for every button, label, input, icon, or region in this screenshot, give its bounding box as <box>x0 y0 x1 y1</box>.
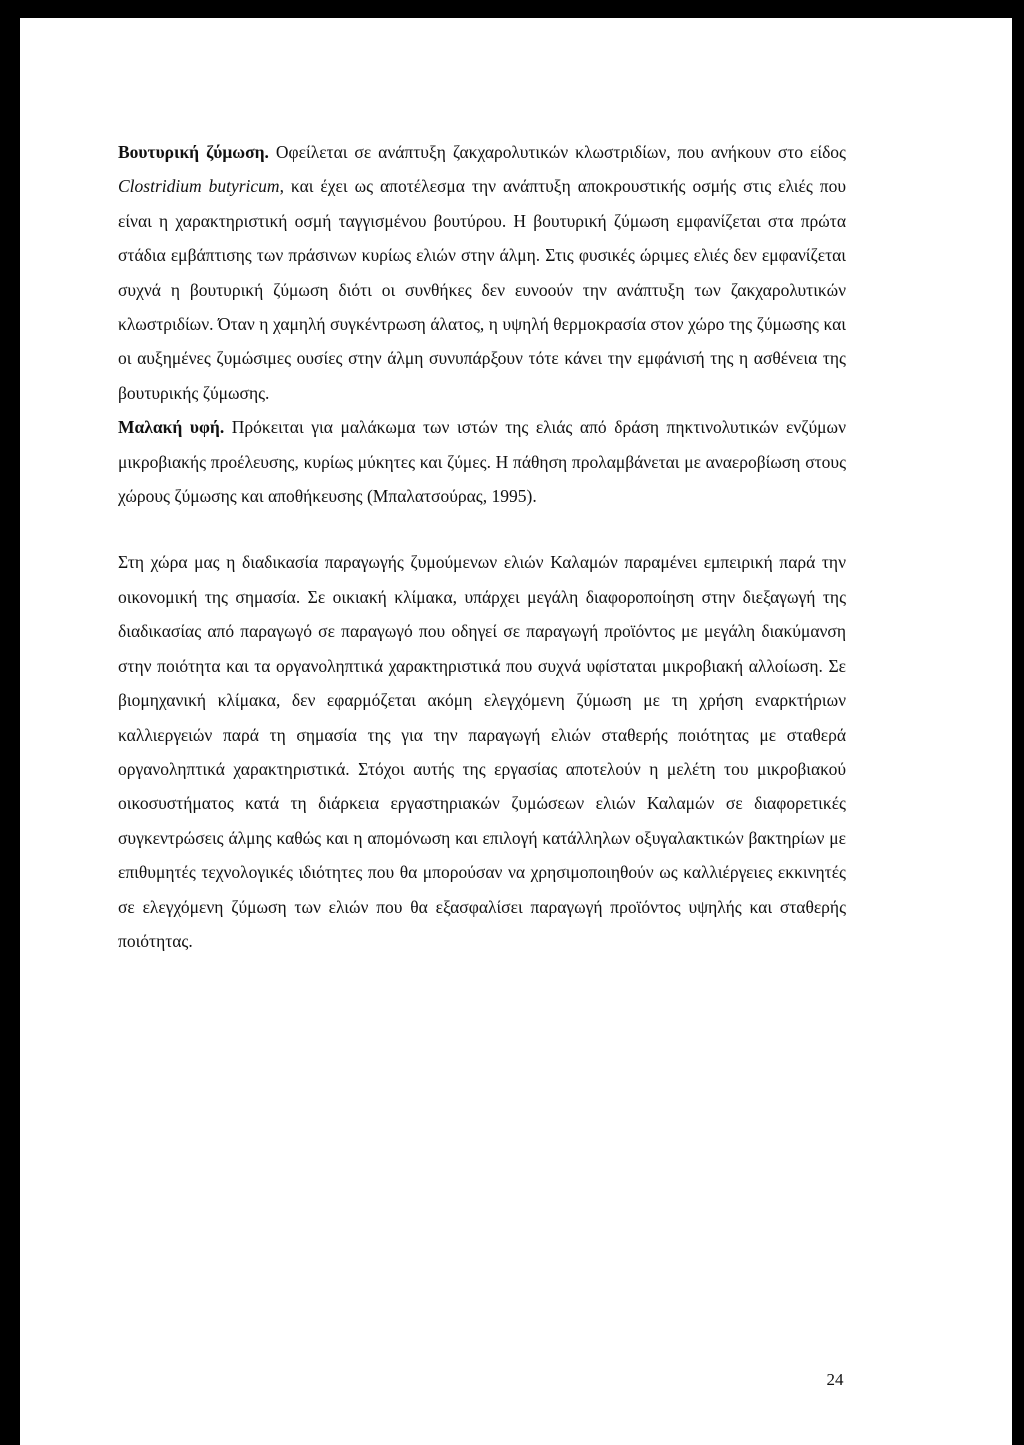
soft-texture-text: Πρόκειται για μαλάκωμα των ιστών της ελιάς από δράση πηκτινολυτικών ενζύμων μικροβιακής προέλευσης, κυρίως μύκητες και ζύμες. Η πάθηση προλαμβάνεται με αναεροβίωση στους χώρους ζύμωσης και αποθήκευσης (Μπαλατσούρας, 1995). <box>118 417 846 507</box>
species-name: Clostridium butyricum <box>118 176 280 197</box>
paragraph-butyric-fermentation <box>118 135 846 410</box>
heading-soft-texture: Μαλακή υφή. <box>118 417 225 438</box>
document-page <box>20 18 1012 1445</box>
paragraph-main <box>118 545 846 958</box>
main-text: Στη χώρα μας η διαδικασία παραγωγής ζυμούμενων ελιών Καλαμών παραμένει εμπειρική παρά την οικονομική της σημασία. Σε οικιακή κλίμακα, υπάρχει μεγάλη διαφοροποίηση στην διεξαγωγή της διαδικασίας από παραγωγό σε παραγωγό που οδηγεί σε παραγωγή προϊόντος με μεγάλη διακύμανση στην ποιότητα και τα οργανοληπτικά χαρακτηριστικά που συχνά υφίσταται μικροβιακή αλλοίωση. Σε βιομηχανική κλίμακα, δεν εφαρμόζεται ακόμη ελεγχόμενη ζύμωση με τη χρήση εναρκτήριων καλλιεργειών παρά τη σημασία της για την παραγωγή ελιών σταθερής ποιότητας με σταθερά οργανοληπτικά χαρακτηριστικά. Στόχοι αυτής της εργασίας αποτελούν η μελέτη του μικροβιακού οικοσυστήματος κατά τη διάρκεια εργαστηριακών ζυμώσεων ελιών Καλαμών σε διαφορετικές συγκεντρώσεις άλμης καθώς και η απομόνωση και επιλογή κατάλληλων οξυγαλακτικών βακτηρίων με επιθυμητές τεχνολογικές ιδιότητες που θα μπορούσαν να χρησιμοποιηθούν ως καλλιέργειες εκκινητές σε ελεγχόμενη ζύμωση των ελιών που θα εξασφαλίσει παραγωγή προϊόντος υψηλής και σταθερής ποιότητας. <box>118 552 846 951</box>
paragraph-soft-texture <box>118 410 846 513</box>
page-number: 24 <box>826 1370 844 1389</box>
heading-butyric-fermentation: Βουτυρική ζύμωση. <box>118 142 269 162</box>
butyric-text-part1: Οφείλεται σε ανάπτυξη ζακχαρολυτικών κλωστριδίων, που ανήκουν στο είδος <box>268 142 846 162</box>
butyric-text-part2: , και έχει ως αποτέλεσμα την ανάπτυξη αποκρουστικής οσμής στις ελιές που είναι η χαρακτηριστική οσμή ταγγισμένου βουτύρου. Η βουτυρική ζύμωση εμφανίζεται στα πρώτα στάδια εμβάπτισης των πράσινων κυρίως ελιών στην άλμη. Στις φυσικές ώριμες ελιές δεν εμφανίζεται συχνά η βουτυρική ζύμωση διότι οι συνθήκες δεν ευνοούν την ανάπτυξη των ζακχαρολυτικών κλωστριδίων. Όταν η χαμηλή συγκέντρωση άλατος, η υψηλή θερμοκρασία στον χώρο της ζύμωσης και οι αυξημένες ζυμώσιμες ουσίες στην άλμη συνυπάρξουν τότε κάνει την εμφάνισή της η ασθένεια της βουτυρικής ζύμωσης. <box>118 176 846 403</box>
page-body <box>118 135 846 958</box>
